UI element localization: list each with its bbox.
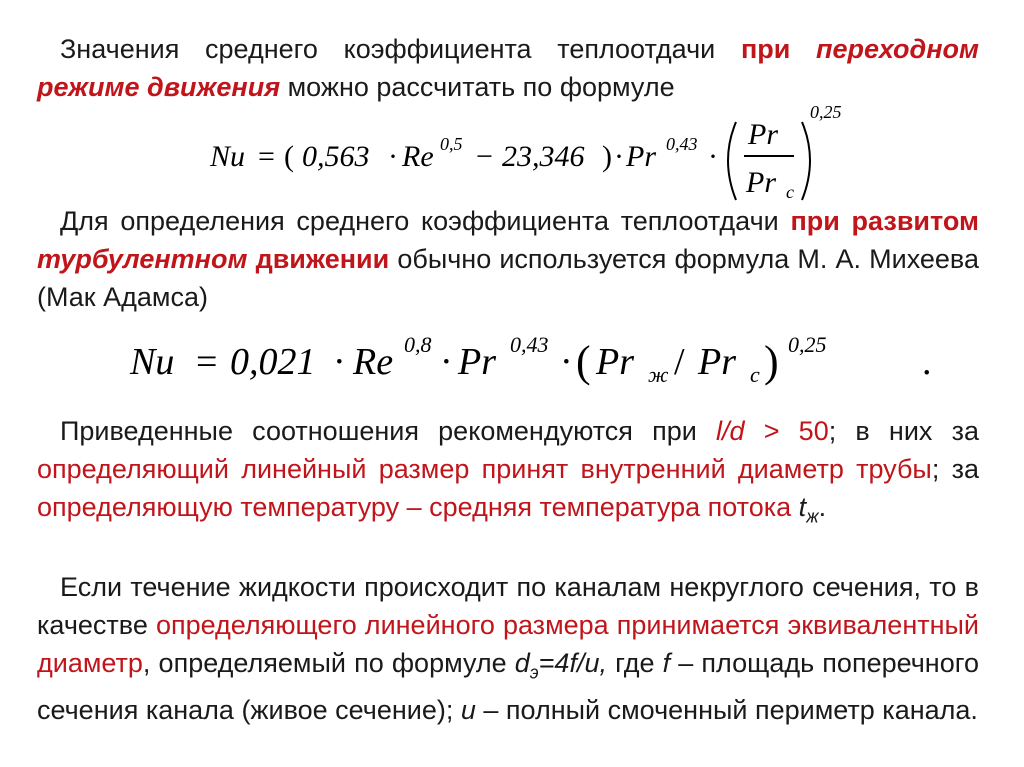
formula-denominator: Pr xyxy=(746,166,776,199)
formula-operator: = xyxy=(196,341,218,383)
formula-paren: ( xyxy=(284,140,294,173)
formula-subscript: c xyxy=(750,362,760,387)
formula-number: 0,563 xyxy=(302,140,370,173)
formula-operator: · xyxy=(440,341,453,383)
variable-subscript: ж xyxy=(806,506,819,527)
right-bracket-icon xyxy=(802,122,810,200)
formula-operator: · xyxy=(614,140,624,173)
formula-paren: ( xyxy=(576,337,591,386)
highlight-text: движении xyxy=(247,244,390,274)
paragraph-turbulent xyxy=(37,202,979,316)
formula-number: 0,021 xyxy=(230,341,316,383)
highlight-text: турбулентном xyxy=(37,244,248,274)
text: можно рассчитать по формуле xyxy=(280,72,675,102)
formula-numerator: Pr xyxy=(748,118,778,151)
formula-operator: · xyxy=(708,140,718,173)
formula-operator: · xyxy=(388,140,398,173)
formula-mikheev xyxy=(118,322,958,396)
variable-t: t xyxy=(798,492,807,522)
formula-symbol: Re xyxy=(402,140,434,173)
formula-inline: =4f/u, xyxy=(538,648,607,678)
formula-exponent: 0,8 xyxy=(404,332,432,357)
highlight-text: при развитом xyxy=(790,206,979,236)
formula-symbol: Pr xyxy=(596,341,634,383)
formula-transitional xyxy=(190,102,842,208)
formula-operator: = xyxy=(258,140,275,173)
text: Значения среднего коэффициента теплоотдачи xyxy=(60,34,741,64)
paragraph-equivalent-diameter xyxy=(37,568,979,729)
formula-period: . xyxy=(922,341,932,383)
text: . xyxy=(818,492,827,522)
text: , определяемый по формуле xyxy=(142,648,515,678)
formula-operator: · xyxy=(560,341,573,383)
formula-operator: / xyxy=(674,341,685,383)
variable-d: d xyxy=(514,648,530,678)
formula-symbol: Nu xyxy=(210,140,246,173)
formula-subscript: ж xyxy=(648,362,669,387)
text: где xyxy=(606,648,663,678)
variable-f: f xyxy=(662,648,671,678)
highlight-text: определяющий линейный размер принят внутренний диаметр трубы xyxy=(37,454,932,484)
highlight-text: l/d xyxy=(716,416,745,446)
formula-symbol: Pr xyxy=(458,341,496,383)
text: Для определения среднего коэффициента теплоотдачи xyxy=(60,206,791,236)
highlight-text: при xyxy=(740,34,817,64)
formula-exponent: 0,43 xyxy=(510,332,549,357)
highlight-text: переходном режиме движения xyxy=(37,34,979,102)
formula-paren: ) xyxy=(602,140,612,173)
formula-number: 23,346 xyxy=(502,140,585,173)
paragraph-determining-size xyxy=(37,412,979,535)
text: Приведенные соотношения рекомендуются при xyxy=(60,416,717,446)
text: обычно используется формула М. А. Михеева (Мак Адамса) xyxy=(37,244,979,312)
formula-symbol: Nu xyxy=(130,341,175,383)
formula-exponent: 0,25 xyxy=(788,332,827,357)
left-bracket-icon xyxy=(728,122,736,200)
formula-symbol: Pr xyxy=(626,140,656,173)
paragraph-transitional xyxy=(37,30,979,106)
text: Если течение жидкости происходит по каналам некруглого сечения, то в качестве xyxy=(37,572,979,640)
formula-operator: − xyxy=(476,140,493,173)
variable-subscript: э xyxy=(529,662,539,683)
formula-exponent: 0,25 xyxy=(810,102,842,122)
highlight-text: определяющую температуру – средняя температура потока xyxy=(37,492,799,522)
formula-operator: · xyxy=(333,341,346,383)
formula-symbol: Pr xyxy=(698,341,736,383)
variable-u: u xyxy=(460,695,476,726)
highlight-text: > 50 xyxy=(744,416,829,446)
text: ; в них за xyxy=(828,416,979,446)
text: – полный смоченный периметр канала. xyxy=(475,695,978,726)
text: – площадь поперечного сечения канала (живое сечение); xyxy=(37,648,979,726)
formula-exponent: 0,43 xyxy=(666,134,698,154)
formula-exponent: 0,5 xyxy=(440,134,463,154)
text: ; за xyxy=(931,454,979,484)
highlight-text: определяющего линейного размера принимается эквивалентный диаметр xyxy=(37,610,979,678)
formula-paren: ) xyxy=(764,337,779,386)
formula-subscript: c xyxy=(786,182,794,202)
formula-symbol: Re xyxy=(353,341,394,383)
